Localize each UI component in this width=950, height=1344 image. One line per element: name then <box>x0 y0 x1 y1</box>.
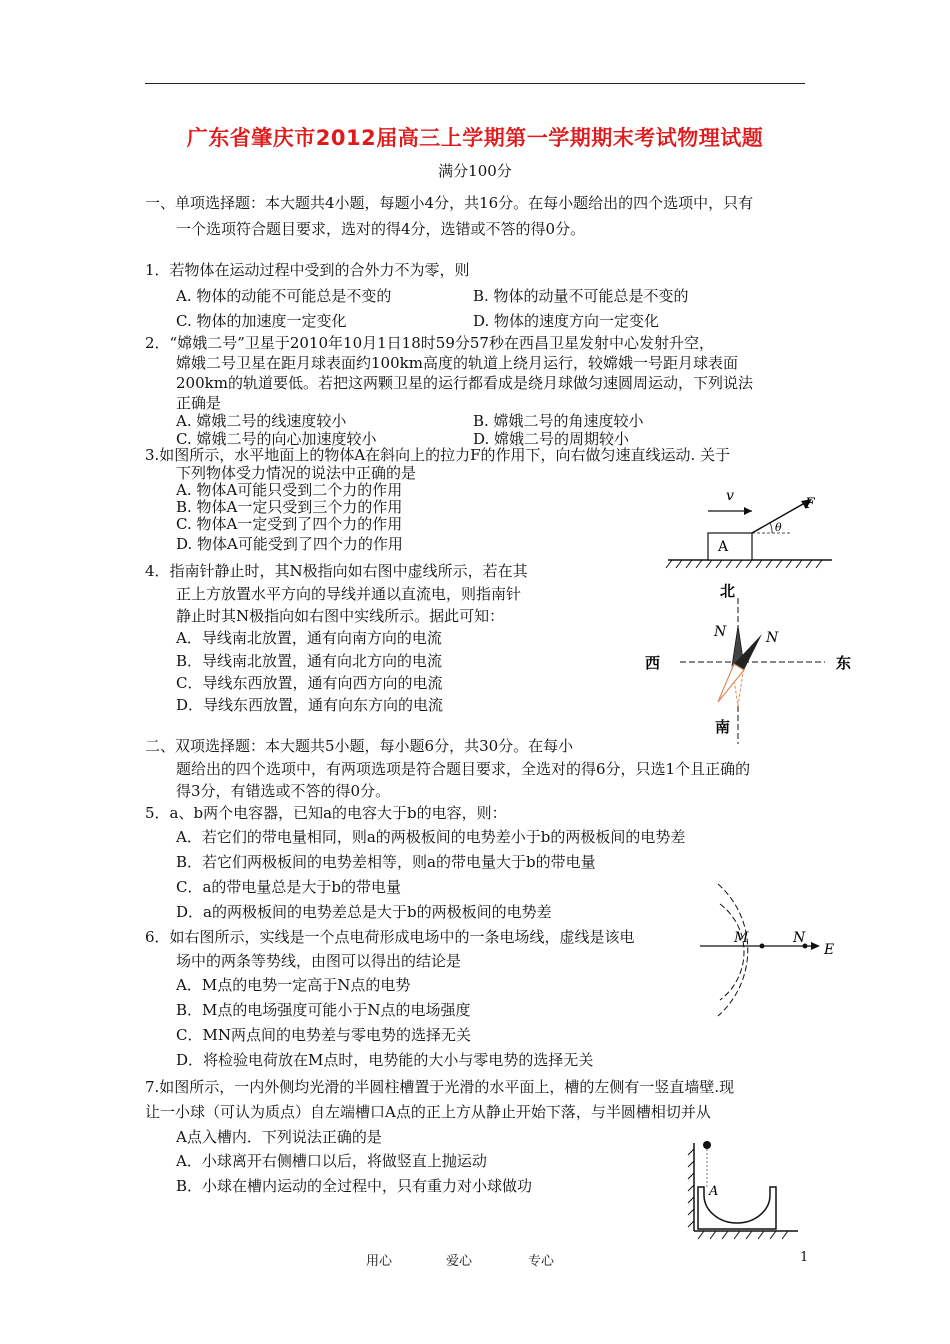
q2-option-c: C. 嫦娥二号的向心加速度较小 <box>176 430 377 448</box>
force-label: F <box>805 496 815 512</box>
full-score: 满分100分 <box>438 162 512 180</box>
footer-motto-3: 专心 <box>528 1254 555 1269</box>
q5-stem: 5．a、b两个电容器，已知a的电容大于b的电容，则： <box>145 804 507 822</box>
q5-option-b: B．若它们两极板间的电势差相等，则a的带电量大于b的带电量 <box>176 853 596 871</box>
q7-stem-1: 7.如图所示，一内外侧均光滑的半圆柱槽置于光滑的水平面上，槽的左侧有一竖直墙壁.现 <box>145 1078 735 1096</box>
q6-option-a: A．M点的电势一定高于N点的电势 <box>176 976 411 994</box>
q3-option-c: C. 物体A一定受到了四个力的作用 <box>176 515 403 533</box>
q6-option-d: D．将检验电荷放在M点时，电势能的大小与零电势的选择无关 <box>176 1051 594 1069</box>
q4-option-d: D．导线东西放置，通有向东方向的电流 <box>176 696 444 714</box>
block-a <box>708 533 752 560</box>
q1-option-b: B. 物体的动量不可能总是不变的 <box>473 287 689 305</box>
north-label: 北 <box>720 582 736 600</box>
q4-option-c: C．导线东西放置，通有向西方向的电流 <box>176 674 443 692</box>
q2-option-a: A. 嫦娥二号的线速度较小 <box>176 412 347 430</box>
q2-stem-3: 200km的轨道要低。若把这两颗卫星的运行都看成是绕月球做匀速圆周运动，下列说法 <box>176 374 753 392</box>
q4-option-a: A．导线南北放置，通有向南方向的电流 <box>176 629 442 647</box>
q6-stem-1: 6．如右图所示，实线是一个点电荷形成电场中的一条电场线，虚线是该电 <box>145 928 635 946</box>
section2-heading-cont: 题给出的四个选项中，有两项选项是符合题目要求，全选对的得6分，只选1个且正确的 <box>176 760 751 778</box>
q3-option-a: A. 物体A可能只受到二个力的作用 <box>176 481 403 499</box>
q7-groove-diagram <box>680 1135 820 1245</box>
south-label: 南 <box>715 718 731 736</box>
q7-option-a: A．小球离开右侧槽口以后，将做竖直上抛运动 <box>176 1152 487 1170</box>
q1-option-d: D. 物体的速度方向一定变化 <box>473 312 660 330</box>
q3-stem-2: 下列物体受力情况的说法中正确的是 <box>176 464 417 482</box>
section2-heading-cont2: 得3分，有错选或不答的得0分。 <box>176 782 391 800</box>
section1-heading-cont: 一个选项符合题目要求，选对的得4分，选错或不答的得0分。 <box>176 220 586 238</box>
q2-stem-1: 2．“嫦娥二号”卫星于2010年10月1日18时59分57秒在西昌卫星发射中心发射升空， <box>145 334 714 352</box>
small-ball <box>703 1141 711 1149</box>
q7-stem-3: A点入槽内．下列说法正确的是 <box>176 1128 382 1146</box>
q4-option-b: B．导线南北放置，通有向北方向的电流 <box>176 652 443 670</box>
point-a-label: A <box>709 1184 719 1199</box>
section2-heading: 二、双项选择题：本大题共5小题，每小题6分，共30分。在每小 <box>145 737 574 755</box>
header-rule <box>145 83 805 84</box>
q2-stem-2: 嫦娥二号卫星在距月球表面约100km高度的轨道上绕月运行，较嫦娥一号距月球表面 <box>176 354 738 372</box>
velocity-label: v <box>726 488 734 504</box>
page-title: 广东省肇庆市2012届高三上学期第一学期期末考试物理试题 <box>186 126 764 150</box>
q5-option-a: A．若它们的带电量相同，则a的两极板间的电势差小于b的两极板间的电势差 <box>176 828 686 846</box>
q5-option-d: D．a的两极板间的电势差总是大于b的两极板间的电势差 <box>176 903 552 921</box>
n-label-deflected: N <box>766 630 779 646</box>
q3-force-diagram <box>660 478 840 570</box>
q1-stem: 1．若物体在运动过程中受到的合外力不为零，则 <box>145 261 470 279</box>
m-label: M <box>734 930 749 946</box>
q6-stem-2: 场中的两条等势线，由图可以得出的结论是 <box>176 952 462 970</box>
q6-field-diagram <box>690 876 840 1026</box>
e-label: E <box>824 942 835 958</box>
footer-motto-2: 爱心 <box>446 1254 473 1269</box>
west-label: 西 <box>645 654 661 672</box>
q4-stem-1: 4．指南针静止时，其N极指向如右图中虚线所示，若在其 <box>145 562 528 580</box>
q3-option-b: B. 物体A一定只受到三个力的作用 <box>176 498 403 516</box>
q1-option-a: A. 物体的动能不可能总是不变的 <box>176 287 392 305</box>
q4-stem-2: 正上方放置水平方向的导线并通以直流电，则指南针 <box>176 585 522 603</box>
q2-option-b: B. 嫦娥二号的角速度较小 <box>473 412 644 430</box>
q4-compass-diagram <box>640 578 860 746</box>
footer-motto-1: 用心 <box>366 1254 393 1269</box>
q3-stem-1: 3.如图所示，水平地面上的物体A在斜向上的拉力F的作用下，向右做匀速直线运动. 关于 <box>145 446 731 464</box>
angle-label: θ <box>775 521 782 534</box>
q3-option-d: D. 物体A可能受到了四个力的作用 <box>176 535 403 553</box>
q2-option-d: D. 嫦娥二号的周期较小 <box>473 430 630 448</box>
page-number: 1 <box>800 1250 809 1265</box>
q7-option-b: B．小球在槽内运动的全过程中，只有重力对小球做功 <box>176 1177 533 1195</box>
q6-option-c: C．MN两点间的电势差与零电势的选择无关 <box>176 1026 471 1044</box>
q5-option-c: C．a的带电量总是大于b的带电量 <box>176 878 402 896</box>
q2-stem-4: 正确是 <box>176 394 222 412</box>
q6-option-b: B．M点的电场强度可能小于N点的电场强度 <box>176 1001 471 1019</box>
equipotential-outer <box>718 884 748 1016</box>
block-a-label: A <box>718 539 729 555</box>
section1-heading: 一、单项选择题：本大题共4小题，每题小4分，共16分。在每小题给出的四个选项中，只有 <box>145 194 754 212</box>
n-label: N <box>793 930 806 946</box>
q4-stem-3: 静止时其N极指向如右图中实线所示。据此可知： <box>176 607 505 625</box>
q1-option-c: C. 物体的加速度一定变化 <box>176 312 347 330</box>
n-label-original: N <box>714 624 727 640</box>
q7-stem-2: 让一小球（可认为质点）自左端槽口A点的正上方从静止开始下落，与半圆槽相切并从 <box>145 1103 711 1121</box>
point-m <box>760 944 765 949</box>
east-label: 东 <box>836 654 852 672</box>
